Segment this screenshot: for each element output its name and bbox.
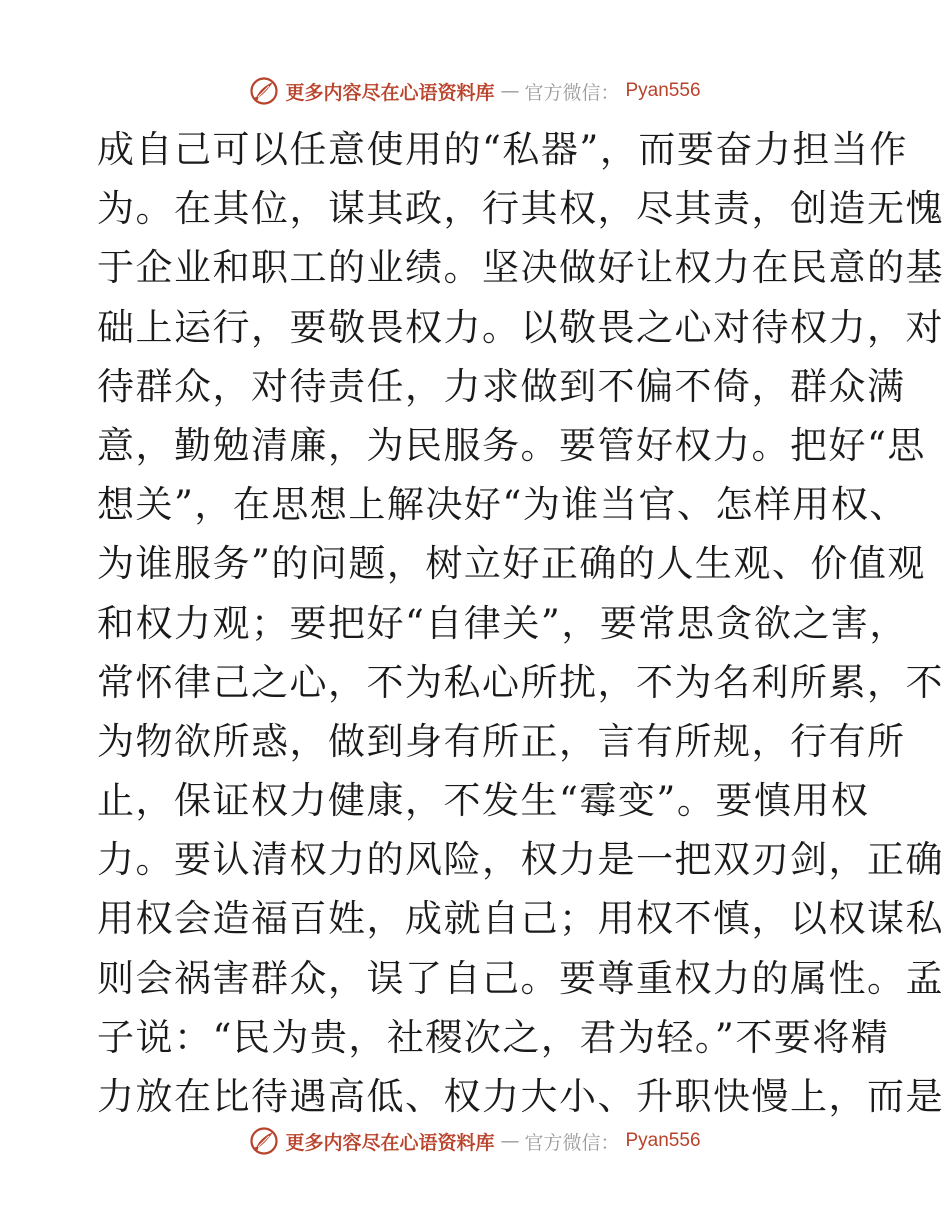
footer-banner [0,1124,950,1158]
header-banner [0,74,950,108]
body-line: 待群众，对待责任，力求做到不偏不倚，群众满 [97,364,906,408]
body-line: 常怀律己之心，不为私心所扰，不为名利所累，不 [97,660,944,704]
banner-wechat-id: Pyan556 [625,80,701,101]
body-line: 础上运行，要敬畏权力。以敬畏之心对待权力，对 [97,305,944,349]
banner-official-label: 官方微信： [524,81,620,104]
body-line: 力。要认清权力的风险，权力是一把双刃剑，正确 [97,838,944,882]
body-line: 意，勤勉清廉，为民服务。要管好权力。把好“思 [97,423,926,467]
body-line: 力放在比待遇高低、权力大小、升职快慢上，而是 [97,1075,944,1118]
banner-main-text: 更多内容尽在心语资料库 [285,1131,495,1154]
body-line: 止，保证权力健康，不发生“霉变”。要慎用权 [97,779,870,823]
body-line: 于企业和职工的业绩。坚决做好让权力在民意的基 [97,246,944,290]
body-line: 用权会造福百姓，成就自己；用权不慎，以权谋私 [97,897,944,941]
banner-dash: — [500,1130,519,1152]
body-line: 想关”，在思想上解决好“为谁当官、怎样用权、 [97,483,908,527]
banner-dash: — [500,80,519,102]
body-line: 则会祸害群众，误了自己。要尊重权力的属性。孟 [97,956,944,1000]
body-line: 子说：“民为贵，社稷次之，君为轻。”不要将精 [97,1015,890,1059]
body-line: 为物欲所惑，做到身有所正，言有所规，行有所 [97,719,906,763]
banner-main-text: 更多内容尽在心语资料库 [285,81,495,104]
quill-pen-logo-icon [249,1126,279,1156]
body-line: 和权力观；要把好“自律关”，要常思贪欲之害， [97,601,908,645]
banner-official-label: 官方微信： [524,1131,620,1154]
banner-wechat-id: Pyan556 [625,1130,701,1151]
quill-pen-logo-icon [249,76,279,106]
body-paragraph [97,120,944,1126]
body-line: 为谁服务”的问题，树立好正确的人生观、价值观 [97,542,926,586]
body-line: 成自己可以任意使用的“私器”，而要奋力担当作 [97,128,908,171]
body-line: 为。在其位，谋其政，行其权，尽其责，创造无愧 [97,187,944,231]
